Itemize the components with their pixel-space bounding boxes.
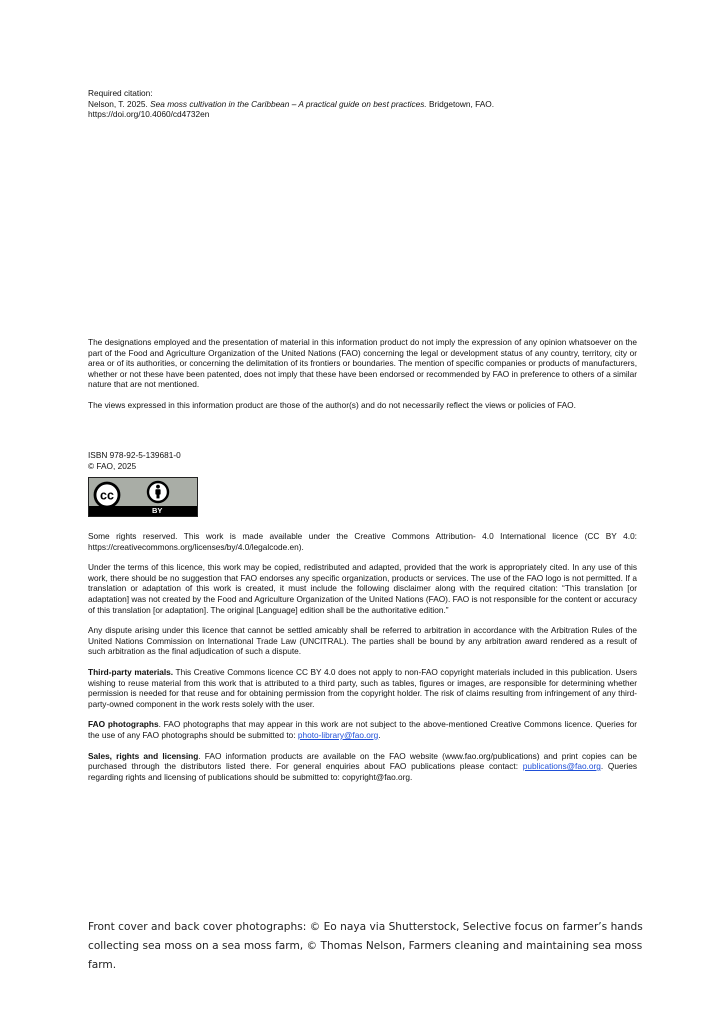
- citation-block: [88, 88, 637, 120]
- citation-label: Required citation:: [88, 88, 153, 98]
- third-party-heading: Third-party materials.: [88, 666, 174, 677]
- by-strip: [89, 506, 197, 516]
- by-label: BY: [152, 506, 163, 515]
- disclaimer-block: [88, 337, 637, 411]
- cc-by-license-badge[interactable]: [88, 477, 198, 517]
- cc-badge-text: cc: [100, 488, 114, 503]
- third-party-text: This Creative Commons licence CC BY 4.0 does not apply to non-FAO copyright materials included in this publication. Users wishing to reuse material from this work that is attributed to a third party, such as tables, figures or images, are responsible for determining whether permission is needed for that reuse and for obtaining permission from the copyright holder. The risk of claims resulting from infringement of any third-party-owned component in the work rests solely with the user.: [88, 666, 637, 709]
- photographs-end: .: [378, 729, 381, 740]
- sales-heading: Sales, rights and licensing: [88, 750, 199, 761]
- isbn: ISBN 978-92-5-139681-0: [88, 450, 181, 460]
- rights-paragraph: Some rights reserved. This work is made available under the Creative Commons Attribution- 4.0 International licence (CC BY 4.0: https://creativecommons.org/licenses/by/4.0/legalcode.en).: [88, 531, 637, 552]
- cc-logo-icon: [89, 478, 197, 506]
- sales-text-2: . Queries regarding rights and licensing of publications should be submitted to: copyright@fao.org.: [88, 761, 637, 782]
- third-party-paragraph: [88, 667, 637, 709]
- attribution-person-icon: [148, 482, 168, 502]
- citation-doi[interactable]: https://doi.org/10.4060/cd4732en: [88, 109, 210, 120]
- photographs-heading: FAO photographs: [88, 719, 159, 730]
- photographs-text: . FAO photographs that may appear in this work are not subject to the above-mentioned Creative Commons licence. Queries for the use of any FAO photographs should be submitted to:: [88, 719, 638, 740]
- sales-paragraph: [88, 751, 637, 783]
- sales-text: . FAO information products are available on the FAO website (www.fao.org/publications) and print copies can be purchased through the distributors listed there. For general enquiries about FAO publications please contact:: [88, 750, 637, 772]
- license-block: [88, 531, 637, 782]
- designations-paragraph: The designations employed and the presentation of material in this information product do not imply the expression of any opinion whatsoever on the part of the Food and Agriculture Organization of the United Nations (FAO) concerning the legal or development status of any country, territory, city or area or of its authorities, or concerning the delimitation of its frontiers or boundaries. The mention of specific companies or products of manufacturers, whether or not these have been patented, does not imply that these have been endorsed or recommended by FAO in preference to others of a similar nature that are not mentioned.: [88, 337, 637, 390]
- photographs-paragraph: [88, 719, 637, 740]
- citation-text: [88, 99, 637, 110]
- citation-authors: Nelson, T. 2025.: [88, 98, 151, 109]
- citation-publisher: Bridgetown, FAO.: [426, 98, 495, 109]
- citation-title: Sea moss cultivation in the Caribbean – A practical guide on best practices.: [150, 98, 427, 109]
- terms-paragraph: Under the terms of this licence, this work may be copied, redistributed and adapted, provided that the work is appropriately cited. In any use of this work, there should be no suggestion that FAO endorses any specific organization, products or services. The use of the FAO logo is not permitted. If a translation or adaptation of this work is created, it must include the following disclaimer along with the required citation: “This translation [or adaptation] was not created by the Food and Agriculture Organization of the United Nations (FAO). FAO is not responsible for the content or accuracy of this translation [or adaptation]. The original [Language] edition shall be the authoritative edition.”: [88, 562, 637, 615]
- dispute-paragraph: Any dispute arising under this licence that cannot be settled amicably shall be referred to arbitration in accordance with the Arbitration Rules of the United Nations Commission on International Trade Law (UNCITRAL). The parties shall be bound by any arbitration award rendered as a result of such arbitration as the final adjudication of such a dispute.: [88, 625, 637, 657]
- copyright: © FAO, 2025: [88, 460, 137, 471]
- cover-photo-credits: Front cover and back cover photographs: © Eo naya via Shutterstock, Selective focus on farmer’s hands collecting sea moss on a sea moss farm, © Thomas Nelson, Farmers cleaning and maintaining sea moss farm.: [88, 921, 643, 971]
- views-paragraph: The views expressed in this information product are those of the author(s) and do not necessarily reflect the views or policies of FAO.: [88, 399, 576, 410]
- publications-email-link[interactable]: publications@fao.org: [522, 761, 601, 772]
- isbn-block: [88, 450, 637, 471]
- photo-library-email-link[interactable]: photo-library@fao.org: [297, 729, 379, 740]
